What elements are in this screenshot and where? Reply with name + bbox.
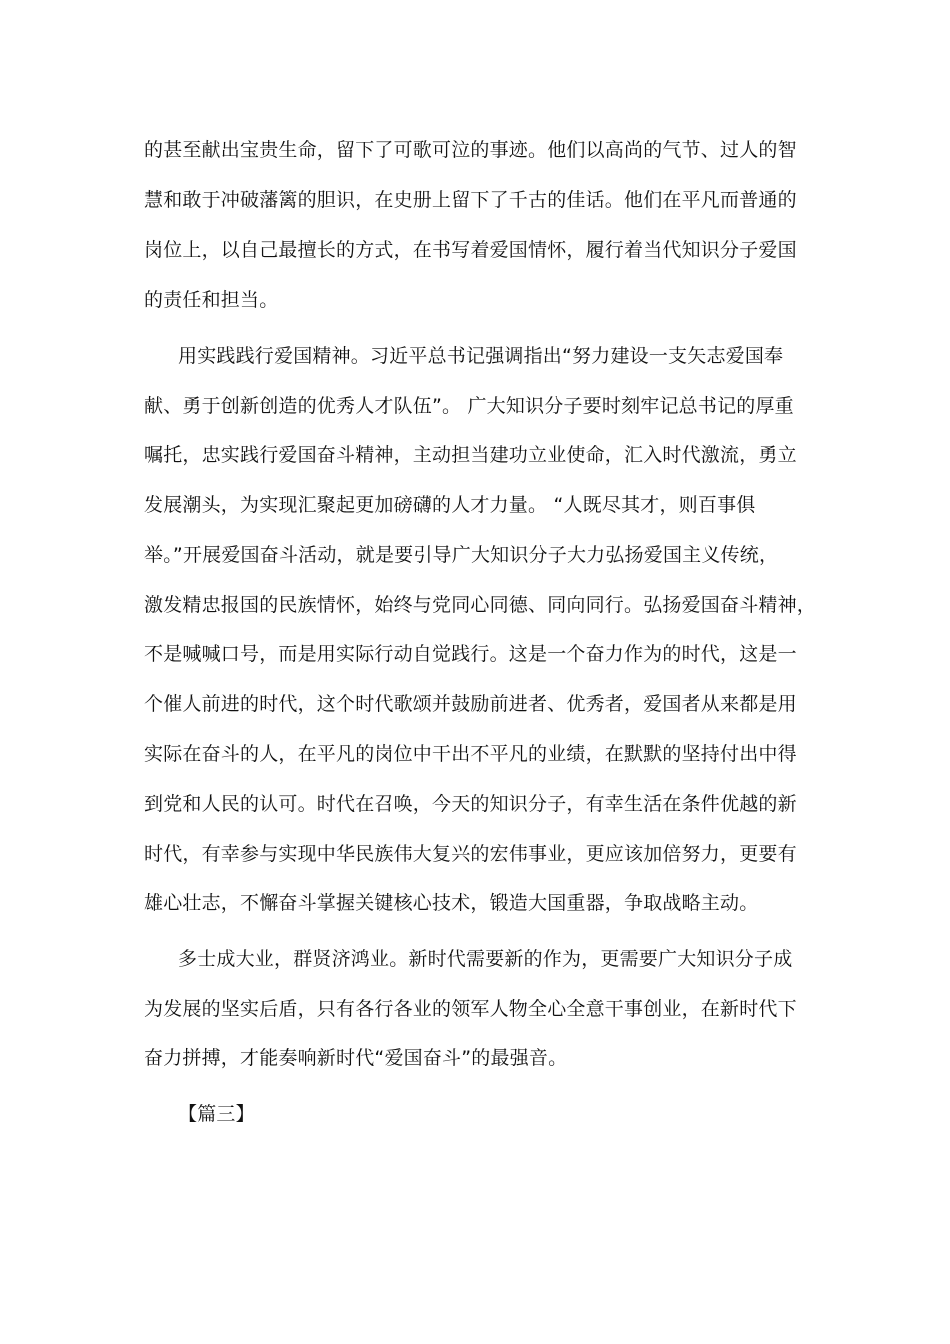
paragraph-2-line-5: 举。”开展爱国奋斗活动，就是要引导广大知识分子大力弘扬爱国主义传统， bbox=[144, 544, 779, 566]
paragraph-2-line-12: 雄心壮志，不懈奋斗掌握关键核心技术，锻造大国重器，争取战略主动。 bbox=[144, 892, 759, 914]
paragraph-2-line-11: 时代，有幸参与实现中华民族伟大复兴的宏伟事业，更应该加倍努力，更要有 bbox=[144, 843, 797, 865]
paragraph-1-line-3: 岗位上，以自己最擅长的方式，在书写着爱国情怀，履行着当代知识分子爱国 bbox=[144, 239, 797, 261]
paragraph-2-line-6: 激发精忠报国的民族情怀，始终与党同心同德、同向同行。弘扬爱国奋斗精神， bbox=[144, 594, 817, 616]
paragraph-2-line-10: 到党和人民的认可。时代在召唤，今天的知识分子，有幸生活在条件优越的新 bbox=[144, 793, 797, 815]
paragraph-2-line-7: 不是喊喊口号，而是用实际行动自觉践行。这是一个奋力作为的时代，这是一 bbox=[144, 643, 797, 665]
paragraph-3-line-2: 为发展的坚实后盾，只有各行各业的领军人物全心全意干事创业，在新时代下 bbox=[144, 998, 797, 1020]
paragraph-3-line-3: 奋力拼搏，才能奏响新时代“爱国奋斗”的最强音。 bbox=[144, 1047, 568, 1069]
paragraph-1-line-1: 的甚至献出宝贵生命，留下了可歌可泣的事迹。他们以高尚的气节、过人的智 bbox=[144, 139, 797, 161]
paragraph-2-line-8: 个催人前进的时代，这个时代歌颂并鼓励前进者、优秀者，爱国者从来都是用 bbox=[144, 693, 797, 715]
paragraph-2-line-3: 嘱托，忠实践行爱国奋斗精神，主动担当建功立业使命，汇入时代激流，勇立 bbox=[144, 444, 797, 466]
paragraph-3-line-1: 多士成大业，群贤济鸿业。新时代需要新的作为，更需要广大知识分子成 bbox=[178, 948, 793, 970]
paragraph-2-line-9: 实际在奋斗的人，在平凡的岗位中干出不平凡的业绩，在默默的坚持付出中得 bbox=[144, 743, 797, 765]
paragraph-2-line-4: 发展潮头，为实现汇聚起更加磅礴的人才力量。 “人既尽其才，则百事俱 bbox=[144, 494, 756, 516]
section-heading: 【篇三】 bbox=[178, 1103, 255, 1125]
paragraph-1-line-2: 慧和敢于冲破藩篱的胆识，在史册上留下了千古的佳话。他们在平凡而普通的 bbox=[144, 189, 797, 211]
paragraph-2-line-2: 献、勇于创新创造的优秀人才队伍”。 广大知识分子要时刻牢记总书记的厚重 bbox=[144, 395, 794, 417]
paragraph-1-line-4: 的责任和担当。 bbox=[144, 289, 279, 311]
paragraph-2-line-1: 用实践践行爱国精神。习近平总书记强调指出“努力建设一支矢志爱国奉 bbox=[178, 345, 784, 367]
